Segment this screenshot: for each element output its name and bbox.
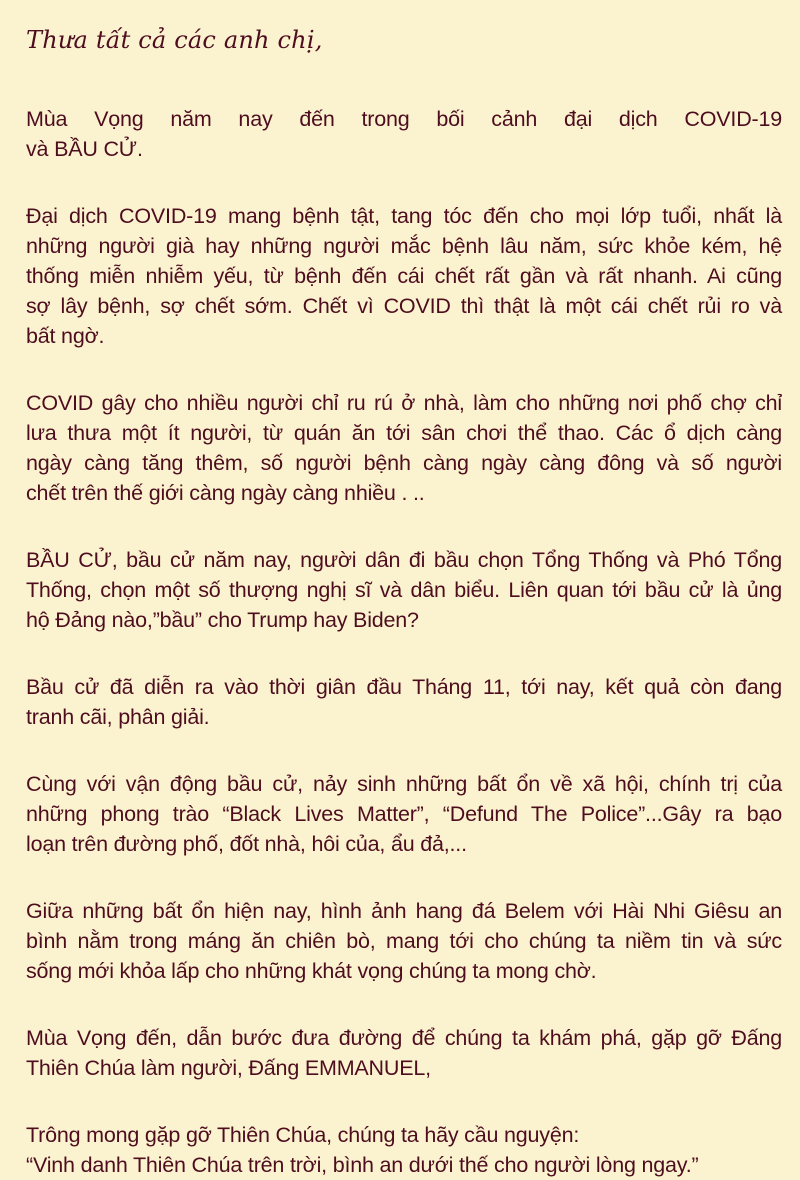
text-line: bất ngờ. [26,324,105,348]
text-line: sợ lây bệnh, sợ chết sớm. Chết vì COVID thì thật là một cái chết rủi ro và [26,294,782,318]
paragraph-advent-context [26,104,782,164]
text-line: những người già hay những người mắc bệnh lâu năm, sức khỏe kém, hệ [26,234,782,258]
text-line: tranh cãi, phân giải. [26,705,210,729]
text-line: hộ Đảng nào,”bầu” cho Trump hay Biden? [26,608,419,632]
text-line: những phong trào “Black Lives Matter”, “Defund The Police”...Gây ra bạo [26,802,782,826]
text-line: Bầu cử đã diễn ra vào thời giân đầu Tháng 11, tới nay, kết quả còn đang [26,675,782,699]
paragraph-unrest [26,769,782,859]
text-line: COVID gây cho nhiều người chỉ ru rú ở nhà, làm cho những nơi phố chợ chỉ [26,391,782,415]
paragraph-election [26,545,782,635]
text-line: Cùng với vận động bầu cử, nảy sinh những bất ổn về xã hội, chính trị của [26,772,782,796]
text-line: và BẦU CỬ. [26,137,143,161]
paragraph-prayer [26,1120,782,1180]
text-line: chết trên thế giới càng ngày càng nhiều . .. [26,481,425,505]
text-line: BẦU CỬ, bầu cử năm nay, người dân đi bầu chọn Tổng Thống và Phó Tổng [26,548,782,572]
text-line: Trông mong gặp gỡ Thiên Chúa, chúng ta hãy cầu nguyện: [26,1123,580,1147]
text-line: lưa thưa một ít người, từ quán ăn tới sân chơi thể thao. Các ổ dịch càng [26,421,782,445]
paragraph-election-result [26,672,782,732]
text-line: Mùa Vọng năm nay đến trong bối cảnh đại dịch COVID-19 [26,107,782,131]
paragraph-pandemic [26,201,782,351]
text-line: thống miễn nhiễm yếu, từ bệnh đến cái chết rất gần và rất nhanh. Ai cũng [26,264,782,288]
paragraph-advent-emmanuel [26,1023,782,1083]
paragraph-bethlehem [26,896,782,986]
text-line: bình nằm trong máng ăn chiên bò, mang tới cho chúng ta niềm tin và sức [26,929,782,953]
paragraph-covid-effects [26,388,782,508]
text-line: Thiên Chúa làm người, Đấng EMMANUEL, [26,1056,431,1080]
text-line: loạn trên đường phố, đốt nhà, hôi của, ẩu đả,... [26,832,467,856]
letter-greeting: Thưa tất cả các anh chị, [26,26,323,54]
text-line: “Vinh danh Thiên Chúa trên trời, bình an dưới thế cho người lòng ngay.” [26,1153,699,1177]
text-line: Giữa những bất ổn hiện nay, hình ảnh hang đá Belem với Hài Nhi Giêsu an [26,899,782,923]
text-line: sống mới khỏa lấp cho những khát vọng chúng ta mong chờ. [26,959,597,983]
text-line: ngày càng tăng thêm, số người bệnh càng ngày càng đông và số người [26,451,782,475]
text-line: Thống, chọn một số thượng nghị sĩ và dân biểu. Liên quan tới bầu cử là ủng [26,578,782,602]
text-line: Đại dịch COVID-19 mang bệnh tật, tang tóc đến cho mọi lớp tuổi, nhất là [26,204,782,228]
text-line: Mùa Vọng đến, dẫn bước đưa đường để chúng ta khám phá, gặp gỡ Đấng [26,1026,782,1050]
